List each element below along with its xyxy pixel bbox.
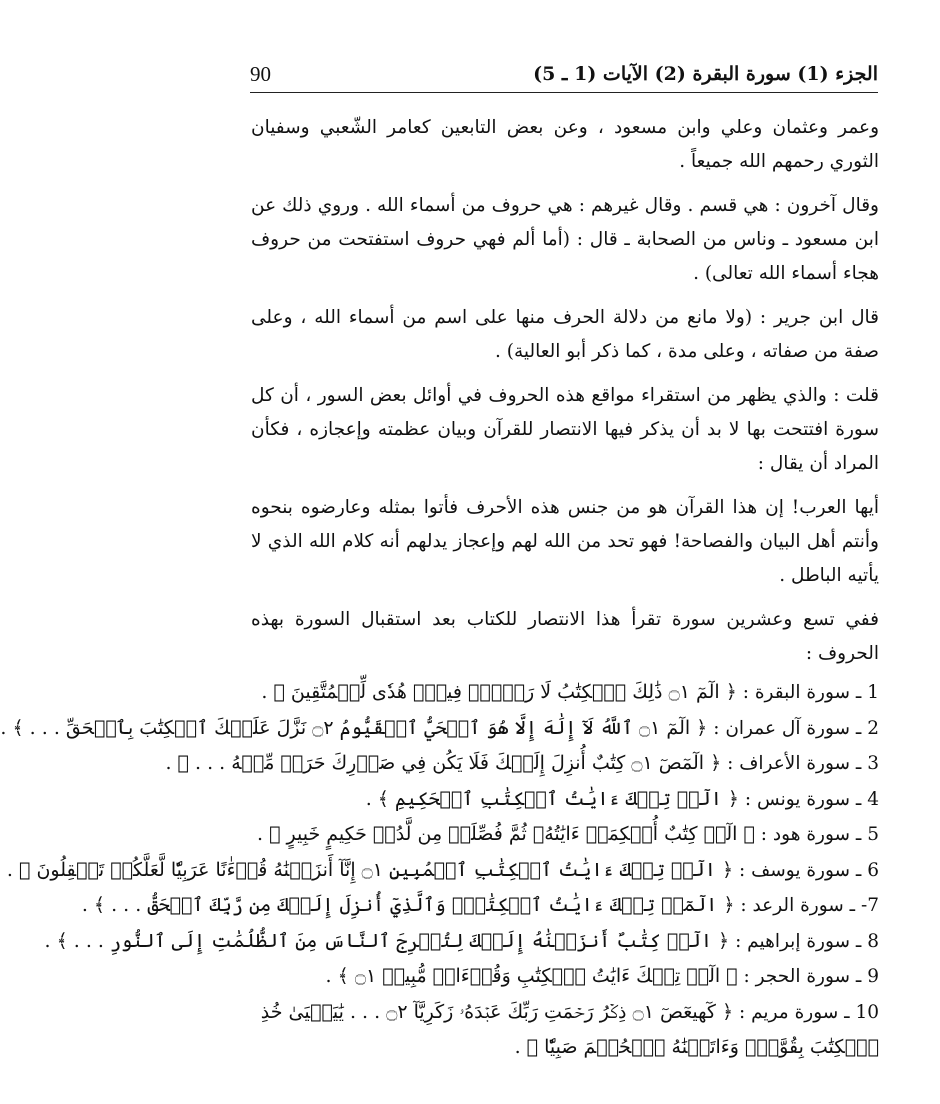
list-item <box>44 924 879 960</box>
ayah-text: ﴿ الٓرۚ كِتَٰبٌ أُحۡكِمَتۡ ءَايَٰتُهُۥ ثُمَّ فُصِّلَتۡ مِن لَّدُنۡ حَكِيمٍ خَبِيرٍ ﴾ . <box>256 823 755 845</box>
page-number: 90 <box>250 62 271 86</box>
header-title: الجزء (1) سورة البقرة (2) الآيات (1 ـ 5) <box>533 63 878 85</box>
surah-label: 2 ـ سورة آل عمران : <box>713 717 879 739</box>
list-item <box>6 853 879 889</box>
paragraph: وقال آخرون : هي قسم . وقال غيرهم : هي حروف من أسماء الله . وروي ذلك عن ابن مسعود ـ وناس من الصحابة ـ قال : (أما ألم فهي حروف استفتحت من حروف هجاء أسماء الله تعالى) . <box>251 195 879 284</box>
ayah-text: ﴿ كٓهيعٓصٓ ۝١ ذِكۡرُ رَحۡمَتِ رَبِّكَ عَبۡدَهُۥ زَكَرِيَّآ ۝٢ . . . يَٰيَحۡيَىٰ خُذِ ٱلۡكِتَٰبَ بِقُوَّةٖۖ وَءَاتَيۡنَٰهُ ٱلۡحُكۡمَ صَبِيّٗا ﴾ . <box>260 1000 879 1058</box>
surah-label: 8 ـ سورة إبراهيم : <box>735 930 879 952</box>
surah-label: 1 ـ سورة البقرة : <box>742 682 879 703</box>
surah-label: 4 ـ سورة يونس : <box>744 788 879 810</box>
surah-label: 7- ـ سورة الرعد : <box>740 895 879 916</box>
ayah-text: ﴿ الٓرۚ تِلۡكَ ءَايَٰتُ ٱلۡكِتَٰبِ وَقُرۡءَانٖ مُّبِينٖ ۝١ ﴾ . <box>325 965 738 987</box>
header-rule <box>250 92 878 93</box>
surah-label: 3 ـ سورة الأعراف : <box>727 753 879 774</box>
ayah-text: ﴿ الٓرۚ كِتَٰبٌ أَنزَلۡنَٰهُ إِلَيۡكَ لِتُخۡرِجَ ٱلنَّاسَ مِنَ ٱلظُّلُمَٰتِ إِلَى ٱلنُّورِ . . . ﴾ . <box>44 929 730 952</box>
ayah-text: ﴿ الٓمٓرۚ تِلۡكَ ءَايَٰتُ ٱلۡكِتَٰبِۗ وَٱلَّذِيٓ أُنزِلَ إِلَيۡكَ مِن رَّبِّكَ ٱلۡحَقُّ . . . ﴾ . <box>81 894 735 916</box>
surah-label: 9 ـ سورة الحجر : <box>743 966 879 987</box>
list-item <box>251 675 879 711</box>
list-item <box>251 782 879 818</box>
paragraph: قال ابن جرير : (ولا مانع من دلالة الحرف منها على اسم من أسماء الله ، وعلى صفة من صفاته ، وعلى مدة ، كما ذكر أبو العالية) . <box>251 307 879 362</box>
list-item <box>81 888 879 924</box>
paragraph: وعمر وعثمان وعلي وابن مسعود ، وعن بعض التابعين كعامر الشّعبي وسفيان الثوري رحمهم الله جميعاً . <box>251 117 879 172</box>
list-item <box>165 746 879 782</box>
paragraph: أيها العرب! إن هذا القرآن هو من جنس هذه الأحرف فأتوا بمثله وعارضوه بنحوه وأنتم أهل البيان والفصاحة! فهو تحد من الله لهم وإعجاز يدلهم أنه كلام الله الذي لا يأتيه الباطل . <box>251 497 879 586</box>
ayah-text: ﴿ الٓمٓ ۝١ ٱللَّهُ لَآ إِلَٰهَ إِلَّا هُوَ ٱلۡحَيُّ ٱلۡقَيُّومُ ۝٢ نَزَّلَ عَلَيۡكَ ٱلۡكِتَٰبَ بِٱلۡحَقِّ . . . ﴾ . <box>0 716 708 739</box>
ayah-text: ﴿ الٓرۚ تِلۡكَ ءَايَٰتُ ٱلۡكِتَٰبِ ٱلۡحَكِيمِ ﴾ . <box>365 787 740 810</box>
list-item <box>251 817 879 853</box>
ayah-text: ﴿ الٓرۚ تِلۡكَ ءَايَٰتُ ٱلۡكِتَٰبِ ٱلۡمُبِينِ ۝١ إِنَّآ أَنزَلۡنَٰهُ قُرۡءَٰنًا عَرَبِيّٗا لَّعَلَّكُمۡ تَعۡقِلُونَ ﴾ . <box>6 858 734 881</box>
list-item <box>251 959 879 995</box>
ayah-text: ﴿ الٓمٓصٓ ۝١ كِتَٰبٌ أُنزِلَ إِلَيۡكَ فَلَا يَكُن فِي صَدۡرِكَ حَرَجٞ مِّنۡهُ . . . ﴾ . <box>165 752 722 774</box>
ayah-text: ﴿ الٓمٓ ۝١ ذَٰلِكَ ٱلۡكِتَٰبُ لَا رَيۡبَۛ فِيهِۛ هُدٗى لِّلۡمُتَّقِينَ ﴾ . <box>261 681 737 703</box>
list-item <box>251 995 879 1066</box>
surah-label: 5 ـ سورة هود : <box>760 824 879 845</box>
surah-label: 6 ـ سورة يوسف : <box>739 859 879 881</box>
surah-list <box>0 675 879 1066</box>
page-body <box>0 111 879 1066</box>
surah-label: 10 ـ سورة مريم : <box>739 1001 879 1023</box>
list-item <box>0 711 879 747</box>
paragraph: ففي تسع وعشرين سورة تقرأ هذا الانتصار للكتاب بعد استقبال السورة بهذه الحروف : <box>251 609 879 664</box>
paragraph: قلت : والذي يظهر من استقراء مواقع هذه الحروف في أوائل بعض السور ، أن كل سورة افتتحت بها لا بد أن يذكر فيها الانتصار للقرآن وبيان عظمته وإعجازه ، فكأن المراد أن يقال : <box>251 385 879 474</box>
running-header <box>250 57 878 91</box>
